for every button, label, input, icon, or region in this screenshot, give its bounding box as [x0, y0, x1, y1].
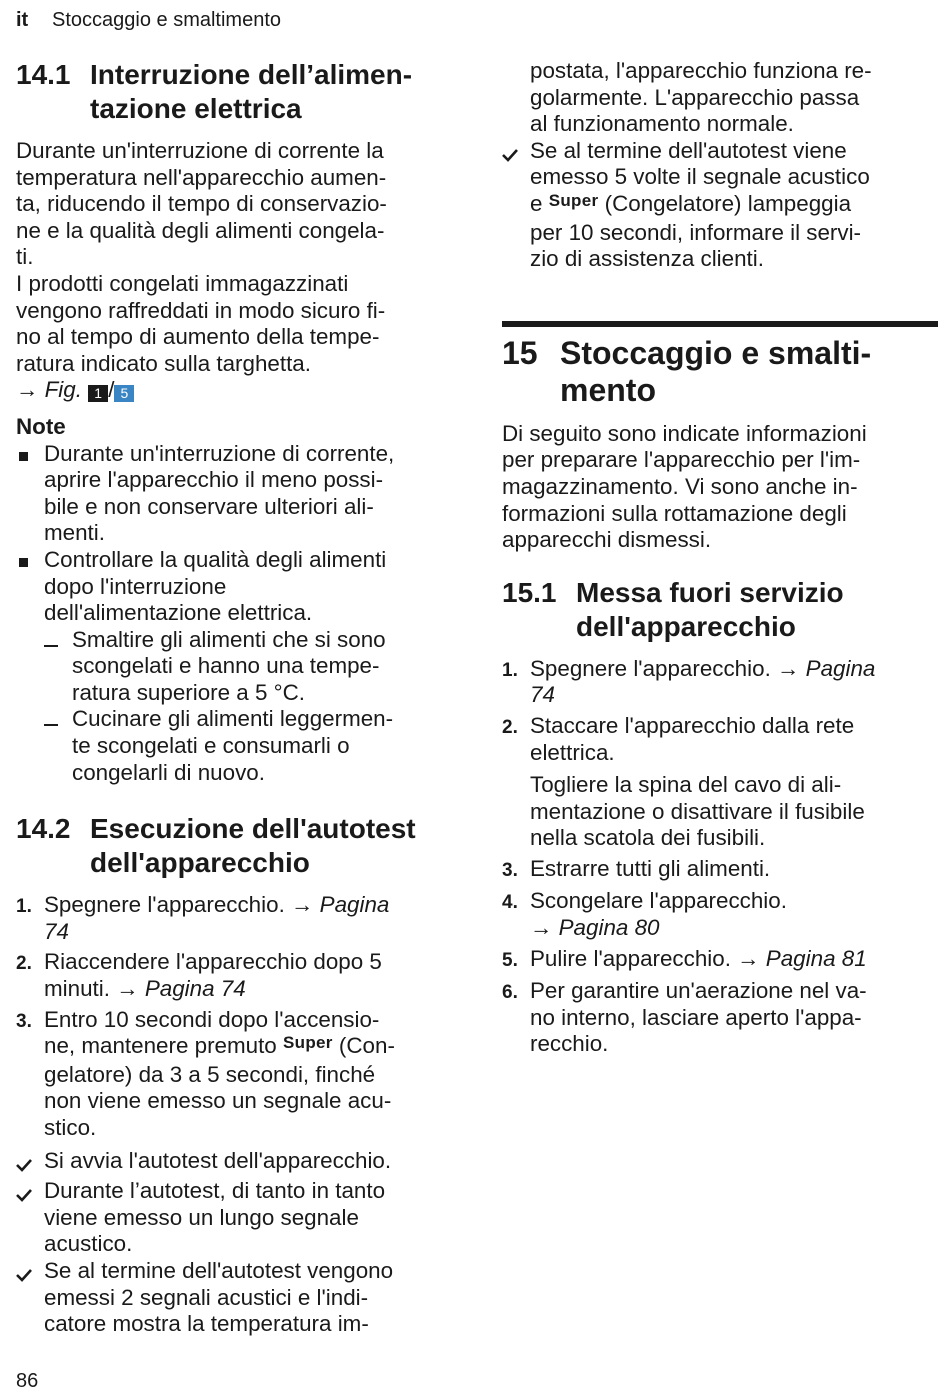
text-line: ne e la qualità degli alimenti congela-	[16, 217, 385, 243]
checkmark-icon	[16, 1148, 44, 1179]
figure-separator: /	[108, 377, 115, 403]
text-line: congelarli di nuovo.	[72, 759, 265, 785]
note-sub-item-2	[16, 706, 456, 786]
text-line: Riaccendere l'apparecchio dopo 5	[44, 949, 382, 975]
page-number: 86	[16, 1370, 39, 1392]
text-line: zio di assistenza clienti.	[530, 246, 764, 272]
text-line: recchio.	[530, 1031, 609, 1057]
text-line: (Congelatore) lampeggia	[604, 190, 852, 216]
checkmark-icon	[16, 1258, 44, 1338]
text-line: emessi 2 segnali acustici e l'indi-	[44, 1284, 369, 1310]
text-line: per 10 secondi, informare il servi-	[530, 219, 862, 245]
text-line: te scongelati e consumarli o	[72, 733, 350, 759]
text-line: Pulire l'apparecchio.	[530, 945, 731, 971]
header-language: it	[16, 9, 29, 31]
result-4	[502, 138, 938, 273]
step-number: 2.	[502, 716, 518, 738]
text-line: elettrica.	[530, 739, 615, 765]
text-line: magazzinamento. Vi sono anche in-	[502, 473, 858, 499]
text-line: Durante un'interruzione di corrente la	[16, 138, 384, 163]
step-2	[16, 949, 456, 1002]
text-line: stico.	[44, 1115, 97, 1140]
result-2	[16, 1178, 456, 1258]
text-line: Togliere la spina del cavo di ali-	[530, 772, 842, 798]
section-14-1-heading	[16, 58, 456, 126]
figure-number-5: 5	[114, 385, 134, 402]
text-line: Se al termine dell'autotest viene	[530, 137, 847, 163]
section-15-1-heading	[502, 576, 938, 644]
text-line: Durante un'interruzione di corrente,	[44, 440, 395, 466]
arrow-right-icon: →	[777, 655, 800, 681]
text-line: Per garantire un'aerazione nel va-	[530, 978, 867, 1004]
text-line: gelatore) da 3 a 5 secondi, finché	[44, 1061, 376, 1087]
super-button-label: Super	[548, 190, 599, 210]
text-line: Entro 10 secondi dopo l'accensio-	[44, 1006, 380, 1032]
heading-line: mento	[560, 371, 656, 408]
note-sub-item-1	[16, 627, 456, 707]
power-outage-paragraph-2	[16, 271, 456, 377]
text-line: aprire l'apparecchio il meno possi-	[44, 467, 384, 493]
text-line: Si avvia l'autotest dell'apparecchio.	[44, 1147, 392, 1173]
right-column	[502, 58, 938, 1058]
checkmark-icon	[16, 1178, 44, 1258]
text-line: minuti.	[44, 976, 110, 1002]
text-line: ne, mantenere premuto	[44, 1033, 277, 1059]
text-line: scongelati e hanno una tempe-	[72, 653, 380, 679]
heading-line: Esecuzione dell'autotest	[90, 813, 416, 845]
step-1	[16, 892, 456, 945]
result-1	[16, 1148, 456, 1179]
text-line: menti.	[44, 520, 105, 546]
left-column	[16, 58, 456, 1338]
text-line: I prodotti congelati immagazzinati	[16, 270, 349, 296]
text-line: bile e non conservare ulteriori ali-	[44, 493, 374, 519]
section-divider	[502, 321, 938, 327]
step-3	[502, 856, 938, 885]
dash-bullet-icon	[44, 645, 58, 647]
result-3	[16, 1258, 456, 1338]
step-number: 3.	[16, 1010, 32, 1032]
arrow-right-icon: →	[737, 945, 760, 971]
text-line: dopo l'interruzione	[44, 573, 227, 599]
text-line: catore mostra la temperatura im-	[44, 1311, 369, 1337]
step-number: 1.	[16, 896, 32, 918]
header-title: Stoccaggio e smaltimento	[52, 9, 282, 31]
text-line: golarmente. L'apparecchio passa	[530, 84, 860, 110]
note-bullet-2	[16, 547, 456, 627]
figure-label: Fig.	[44, 377, 82, 403]
step-5	[502, 946, 938, 975]
step-6	[502, 978, 938, 1058]
text-line: per preparare l'apparecchio per l'im-	[502, 447, 861, 473]
text-line: Scongelare l'apparecchio.	[530, 888, 787, 914]
arrow-right-icon: →	[530, 915, 553, 941]
text-line: apparecchi dismessi.	[502, 527, 712, 553]
section-14-2-heading	[16, 812, 456, 880]
section-number: 14.2	[16, 813, 71, 845]
page-reference[interactable]: Pagina 80	[558, 915, 660, 941]
step-2	[502, 713, 938, 852]
text-line: formazioni sulla rottamazione degli	[502, 500, 847, 526]
step-number: 6.	[502, 982, 518, 1004]
text-line: no al tempo di aumento della tempe-	[16, 324, 380, 350]
square-bullet-icon	[19, 558, 28, 567]
step-number: 1.	[502, 659, 518, 681]
section-number: 15	[502, 334, 538, 371]
text-line: no interno, lasciare aperto l'appa-	[530, 1004, 862, 1030]
arrow-right-icon: →	[116, 976, 139, 1002]
text-line: viene emesso un lungo segnale	[44, 1204, 359, 1230]
text-line: nella scatola dei fusibili.	[530, 825, 766, 851]
heading-line: Stoccaggio e smalti-	[560, 334, 872, 371]
page-reference[interactable]: 74	[44, 918, 69, 944]
text-line: acustico.	[44, 1231, 133, 1257]
page-reference[interactable]: Pagina 74	[144, 976, 246, 1002]
figure-reference[interactable]	[16, 377, 456, 404]
result-3-continued	[502, 58, 938, 138]
text-line: vengono raffreddati in modo sicuro fi-	[16, 297, 386, 323]
page-reference[interactable]: Pagina	[805, 655, 876, 681]
step-number: 3.	[502, 859, 518, 881]
text-line: temperatura nell'apparecchio aumen-	[16, 164, 387, 190]
note-bullet-1	[16, 441, 456, 547]
section-number: 14.1	[16, 59, 71, 90]
text-line: (Con-	[338, 1033, 395, 1059]
page-reference[interactable]: Pagina	[319, 892, 390, 918]
text-line: e	[530, 190, 543, 216]
text-line: Durante l’autotest, di tanto in tanto	[44, 1178, 386, 1204]
checkmark-icon	[502, 138, 530, 273]
step-text: Spegnere l'apparecchio.	[530, 655, 771, 681]
step-number: 4.	[502, 892, 518, 914]
figure-number-1: 1	[88, 385, 108, 402]
step-number: 2.	[16, 953, 32, 975]
heading-line: Interruzione dell’alimen-	[90, 59, 413, 90]
page-reference[interactable]: Pagina 81	[765, 945, 867, 971]
step-3	[16, 1007, 456, 1142]
section-number: 15.1	[502, 576, 557, 608]
text-line: ratura indicato sulla targhetta.	[16, 350, 311, 376]
step-4	[502, 888, 938, 941]
super-button-label: Super	[283, 1033, 333, 1053]
arrow-right-icon: →	[291, 892, 314, 918]
section-15-heading	[502, 335, 938, 409]
text-line: Se al termine dell'autotest vengono	[44, 1257, 394, 1283]
text-line: ti.	[16, 244, 34, 270]
page-reference[interactable]: 74	[530, 682, 555, 708]
text-line: dell'alimentazione elettrica.	[44, 600, 313, 626]
text-line: ta, riducendo il tempo di conservazio-	[16, 191, 387, 217]
text-line: Smaltire gli alimenti che si sono	[72, 626, 386, 652]
text-line: non viene emesso un segnale acu-	[44, 1088, 392, 1114]
text-line: Staccare l'apparecchio dalla rete	[530, 712, 855, 738]
text-line: ratura superiore a 5 °C.	[72, 679, 305, 705]
square-bullet-icon	[19, 452, 28, 461]
text-line: Controllare la qualità degli alimenti	[44, 546, 387, 572]
heading-line: tazione elettrica	[90, 93, 302, 124]
heading-line: dell'apparecchio	[90, 847, 310, 879]
text-line: mentazione o disattivare il fusibile	[530, 798, 865, 824]
text-line: postata, l'apparecchio funziona re-	[530, 58, 872, 83]
step-number: 5.	[502, 949, 518, 971]
section-15-intro	[502, 421, 938, 554]
dash-bullet-icon	[44, 724, 58, 726]
step-text: Spegnere l'apparecchio.	[44, 892, 285, 918]
text-line: al funzionamento normale.	[530, 111, 794, 137]
arrow-right-icon: →	[16, 377, 39, 403]
text-line: emesso 5 volte il segnale acustico	[530, 164, 870, 190]
note-title: Note	[16, 413, 66, 439]
power-outage-paragraph-1	[16, 138, 456, 271]
step-1	[502, 656, 938, 709]
text-line: Estrarre tutti gli alimenti.	[530, 855, 771, 881]
step-2-subtext	[530, 772, 865, 852]
heading-line: dell'apparecchio	[576, 610, 796, 642]
text-line: Cucinare gli alimenti leggermen-	[72, 706, 394, 732]
heading-line: Messa fuori servizio	[576, 576, 844, 608]
text-line: Di seguito sono indicate informazioni	[502, 420, 867, 446]
